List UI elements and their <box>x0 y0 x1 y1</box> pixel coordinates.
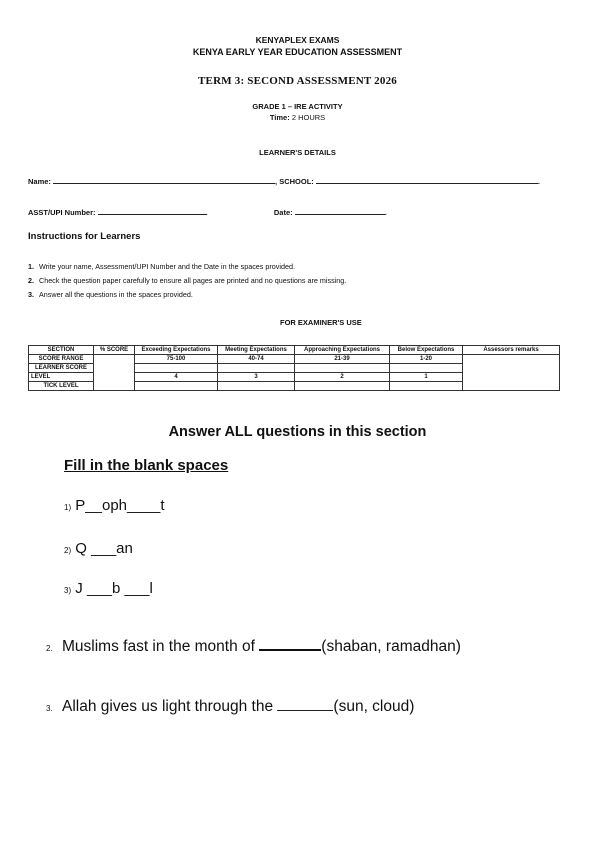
table-row <box>29 355 560 364</box>
remarks-cell[interactable] <box>463 355 560 391</box>
assessment-title: KENYA EARLY YEAR EDUCATION ASSESSMENT <box>192 47 403 57</box>
instructions-title: Instructions for Learners <box>28 231 141 242</box>
date-label: Date: <box>273 208 293 217</box>
score-cell[interactable] <box>218 364 295 373</box>
table-row <box>29 346 560 355</box>
answer-blank[interactable] <box>259 640 321 651</box>
learner-details-title: LEARNER'S DETAILS <box>259 148 336 157</box>
table-header: SECTION <box>29 346 94 355</box>
school-field[interactable] <box>316 174 538 184</box>
score-range: 75-100 <box>135 355 218 364</box>
score-range: 40-74 <box>218 355 295 364</box>
name-label: Name: <box>28 177 51 186</box>
level-value: 4 <box>135 373 218 382</box>
table-header: Assessors remarks <box>463 346 560 355</box>
table-header: % SCORE <box>94 346 135 355</box>
time-line <box>0 113 595 122</box>
question-item: 3. Allah gives us light through the (sun, cloud) <box>46 698 415 715</box>
tick-cell[interactable] <box>390 382 463 391</box>
tick-cell[interactable] <box>218 382 295 391</box>
instruction-item: 3. Answer all the questions in the spaces provided. <box>28 290 193 299</box>
row-label: TICK LEVEL <box>29 382 94 391</box>
name-school-line: Name: , SCHOOL: . <box>28 174 568 186</box>
level-value: 1 <box>390 373 463 382</box>
question-item: 2. Muslims fast in the month of (shaban, ramadhan) <box>46 638 461 655</box>
tick-cell[interactable] <box>135 382 218 391</box>
score-cell[interactable] <box>295 364 390 373</box>
row-label: SCORE RANGE <box>29 355 94 364</box>
upi-date-line: ASST/UPI Number: . Date: . <box>28 205 568 217</box>
fill-blanks-heading: Fill in the blank spaces <box>64 457 229 474</box>
score-range: 21-39 <box>295 355 390 364</box>
table-header: Meeting Expectations <box>218 346 295 355</box>
level-value: 2 <box>295 373 390 382</box>
blank-item: 2) Q ___an <box>64 540 133 557</box>
upi-label: ASST/UPI Number: <box>28 208 96 217</box>
instruction-item: 2. Check the question paper carefully to ensure all pages are printed and no questions are missing. <box>28 276 347 285</box>
upi-field[interactable] <box>98 205 206 215</box>
table-header: Below Expectations <box>390 346 463 355</box>
percent-score-cell[interactable] <box>94 355 135 391</box>
blank-item: 3) J ___b ___l <box>64 580 153 597</box>
score-cell[interactable] <box>135 364 218 373</box>
answer-blank[interactable] <box>277 701 333 711</box>
examiner-title: FOR EXAMINER'S USE <box>280 318 362 327</box>
level-value: 3 <box>218 373 295 382</box>
name-field[interactable] <box>53 174 275 184</box>
score-cell[interactable] <box>390 364 463 373</box>
tick-cell[interactable] <box>295 382 390 391</box>
row-label: LEVEL <box>29 373 94 382</box>
time-value: 2 HOURS <box>291 113 326 122</box>
blank-item: 1) P__oph____t <box>64 497 165 514</box>
score-range: 1-20 <box>390 355 463 364</box>
date-field[interactable] <box>295 205 385 215</box>
grade-title: GRADE 1 – IRE ACTIVITY <box>252 102 343 111</box>
school-label: SCHOOL: <box>279 177 314 186</box>
table-header: Approaching Expectations <box>295 346 390 355</box>
term-title: TERM 3: SECOND ASSESSMENT 2026 <box>198 75 397 87</box>
section-heading: Answer ALL questions in this section <box>168 424 427 440</box>
table-header: Exceeding Expectations <box>135 346 218 355</box>
exam-org: KENYAPLEX EXAMS <box>255 35 340 45</box>
examiner-table <box>28 345 560 391</box>
row-label: LEARNER SCORE <box>29 364 94 373</box>
time-label: Time: <box>269 113 290 122</box>
instruction-item: 1. Write your name, Assessment/UPI Number and the Date in the spaces provided. <box>28 262 295 271</box>
